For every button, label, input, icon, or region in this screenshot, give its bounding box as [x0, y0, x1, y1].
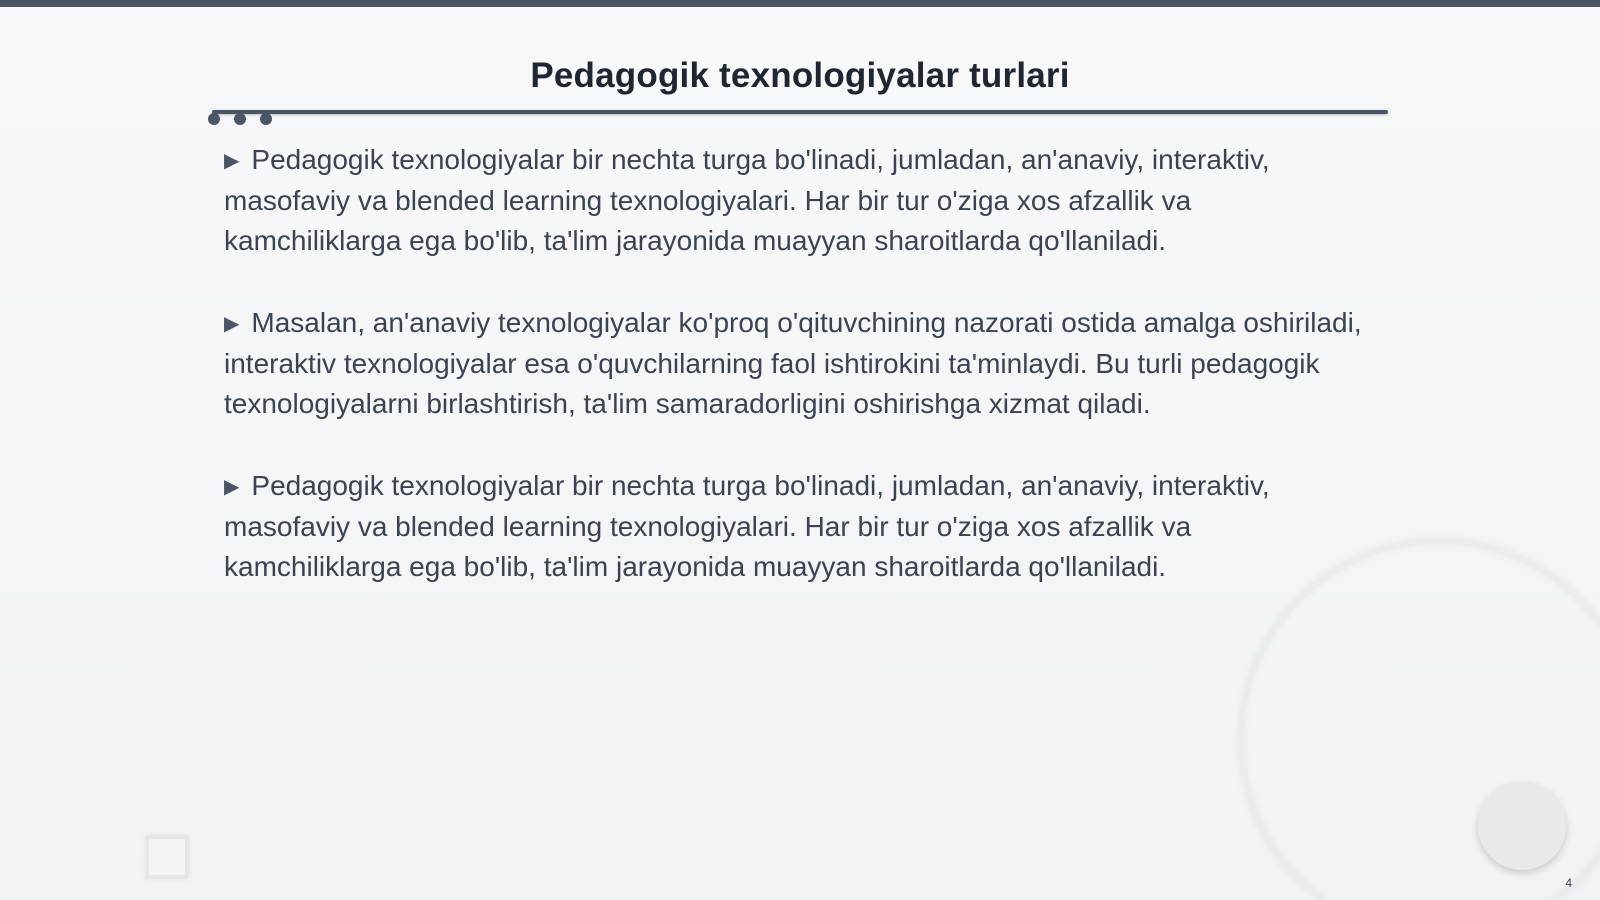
- paragraph-text: Pedagogik texnologiyalar bir nechta turga bo'linadi, jumladan, an'anaviy, interaktiv, masofaviy va blended learning texnologiyalari. Har bir tur o'ziga xos afzallik va kamchiliklarga ega bo'lib, ta'lim jarayonida muayyan sharoitlarda qo'llaniladi.: [224, 470, 1270, 582]
- bullet-paragraph: [224, 303, 1374, 424]
- bullet-paragraph: [224, 140, 1374, 261]
- bullet-paragraph: [224, 466, 1374, 587]
- paragraph-text: Masalan, an'anaviy texnologiyalar ko'proq o'qituvchining nazorati ostida amalga oshiriladi, interaktiv texnologiyalar esa o'quvchilarning faol ishtirokini ta'minlaydi. Bu turli pedagogik texnologiyalarni birlashtirish, ta'lim samaradorligini oshirishga xizmat qiladi.: [224, 307, 1362, 419]
- decorative-dot: [208, 113, 220, 125]
- triangle-bullet-icon: ▶: [224, 476, 240, 498]
- decorative-square: [145, 835, 189, 879]
- top-accent-bar: [0, 0, 1600, 7]
- decorative-circle: [1478, 782, 1566, 870]
- triangle-bullet-icon: ▶: [224, 150, 240, 172]
- title-underline: [212, 110, 1388, 114]
- triangle-bullet-icon: ▶: [224, 313, 240, 335]
- decorative-dot: [260, 113, 272, 125]
- page-number: 4: [1565, 876, 1572, 890]
- paragraph-text: Pedagogik texnologiyalar bir nechta turga bo'linadi, jumladan, an'anaviy, interaktiv, masofaviy va blended learning texnologiyalari. Har bir tur o'ziga xos afzallik va kamchiliklarga ega bo'lib, ta'lim jarayonida muayyan sharoitlarda qo'llaniladi.: [224, 144, 1270, 256]
- slide-body: [224, 140, 1374, 629]
- slide-title: Pedagogik texnologiyalar turlari: [530, 56, 1070, 95]
- decorative-dot: [234, 113, 246, 125]
